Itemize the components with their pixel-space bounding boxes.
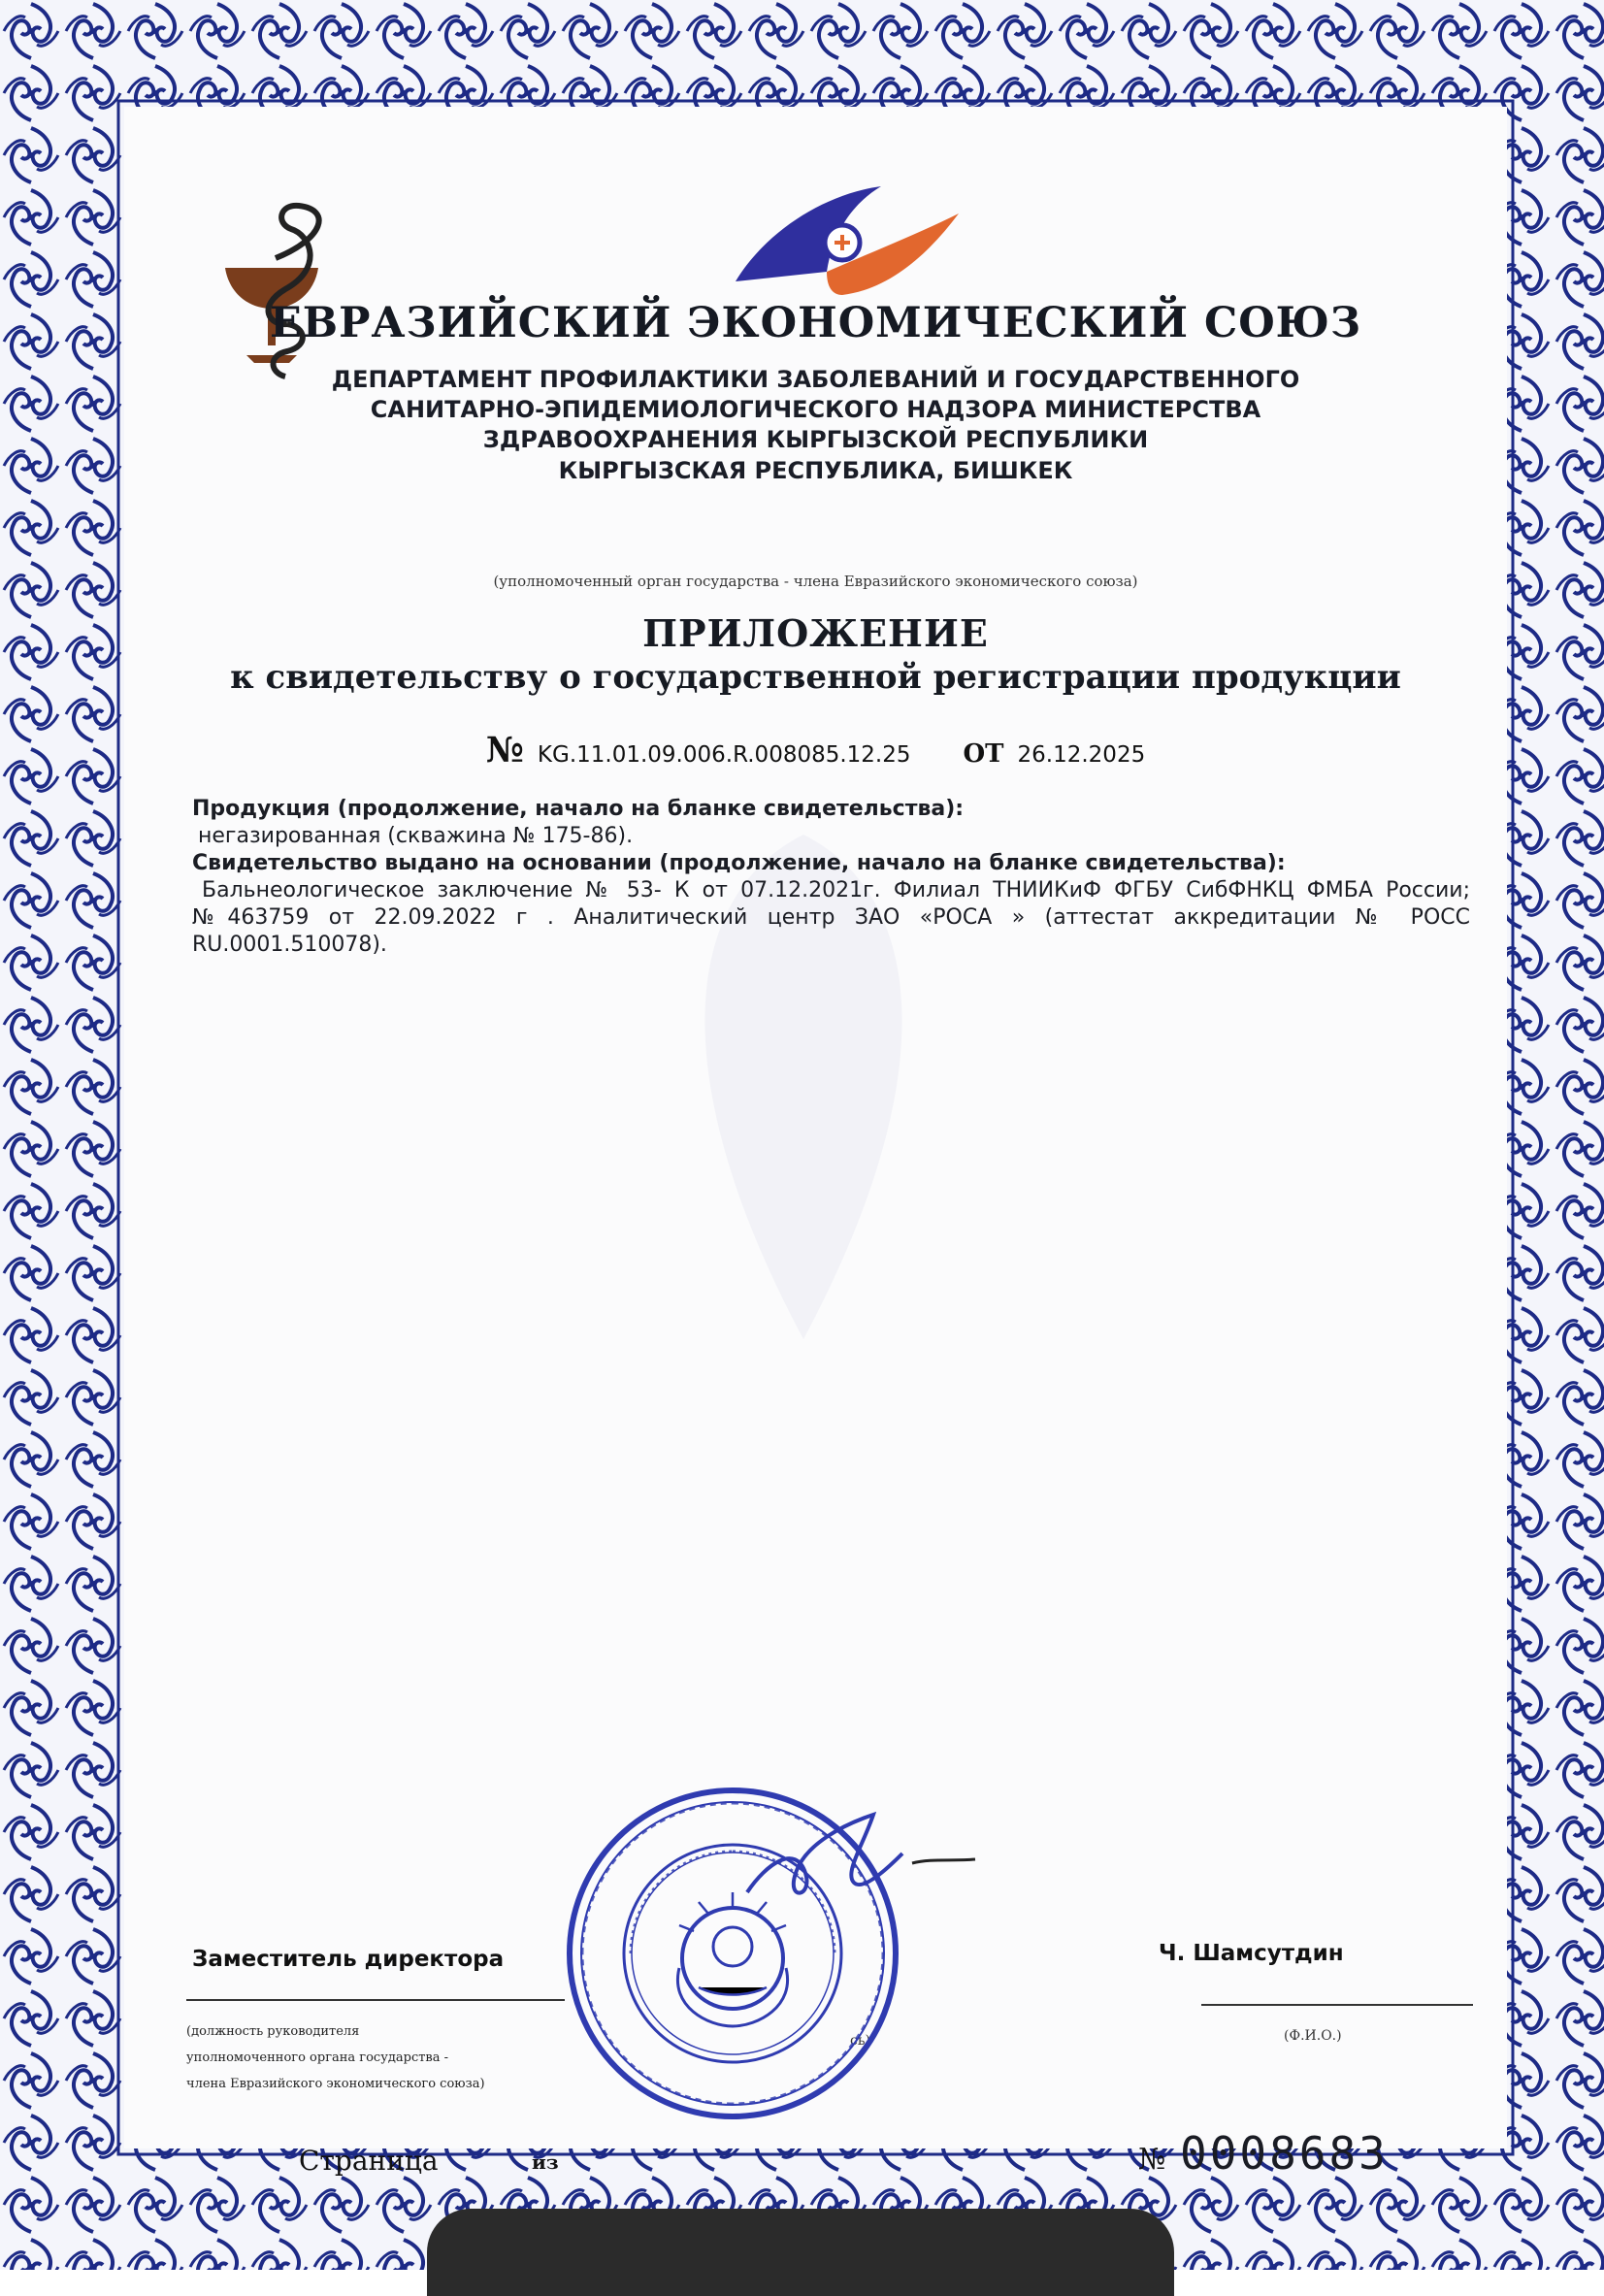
signatory-name: Ч. Шамсутдин <box>1159 1941 1344 1966</box>
page-of-label: из <box>532 2150 559 2174</box>
blank-number: 0008683 <box>1180 2127 1389 2180</box>
role-caption-line: члена Евразийского экономического союза) <box>186 2077 485 2091</box>
registration-date: 26.12.2025 <box>1017 742 1146 768</box>
union-title: ЕВРАЗИЙСКИЙ ЭКОНОМИЧЕСКИЙ СОЮЗ <box>269 299 1362 347</box>
authority-caption: (уполномоченный орган государства - члена Евразийского экономического союза) <box>493 573 1138 590</box>
name-underline <box>1201 2004 1473 2006</box>
role-caption-line: (должность руководителя <box>186 2024 360 2039</box>
eaeu-logo <box>726 175 968 301</box>
document-title: ПРИЛОЖЕНИЕ <box>642 611 989 655</box>
page-label: Страница <box>299 2145 439 2177</box>
document-body <box>192 796 1470 959</box>
number-sign: № <box>485 730 524 771</box>
name-caption: (Ф.И.О.) <box>1284 2028 1342 2044</box>
department-line: САНИТАРНО-ЭПИДЕМИОЛОГИЧЕСКОГО НАДЗОРА МИНИСТЕРСТВА <box>370 396 1261 423</box>
department-line: ЗДРАВООХРАНЕНИЯ КЫРГЫЗСКОЙ РЕСПУБЛИКИ <box>482 426 1149 453</box>
basis-text: Бальнеологическое заключение № 53- К от 07.12.2021г. Филиал ТНИИКиФ ФГБУ СибФНКЦ ФМБА России; №463759 от 22.09.2022 г . Аналитический центр ЗАО «РОСА » (аттестат аккредитации № РОСС RU.0001.510078). <box>192 878 1470 957</box>
basis-heading: Свидетельство выдано на основании (продолжение, начало на бланке свидетельства): <box>192 851 1286 875</box>
product-text: негазированная (скважина № 175-86). <box>198 824 634 848</box>
handwritten-signature-icon <box>728 1805 980 1921</box>
registration-line <box>124 730 1507 769</box>
blank-number-sign: № <box>1138 2143 1166 2177</box>
document-subtitle: к свидетельству о государственной регистрации продукции <box>230 658 1401 697</box>
document-sheet <box>124 107 1507 2180</box>
role-caption-line: уполномоченного органа государства - <box>186 2050 449 2065</box>
viewer-toolbar[interactable] <box>427 2209 1174 2296</box>
role-underline <box>186 1999 565 2001</box>
from-label: ОТ <box>963 739 1004 769</box>
department-line: КЫРГЫЗСКАЯ РЕСПУБЛИКА, БИШКЕК <box>558 457 1073 484</box>
registration-number: KG.11.01.09.006.R.008085.12.25 <box>537 742 911 768</box>
department-line: ДЕПАРТАМЕНТ ПРОФИЛАКТИКИ ЗАБОЛЕВАНИЙ И ГОСУДАРСТВЕННОГО <box>331 366 1300 393</box>
signature-caption: сь) <box>850 2033 870 2049</box>
role-caption <box>186 2018 594 2097</box>
product-heading: Продукция (продолжение, начало на бланке свидетельства): <box>192 797 965 821</box>
signatory-role: Заместитель директора <box>192 1947 505 1972</box>
